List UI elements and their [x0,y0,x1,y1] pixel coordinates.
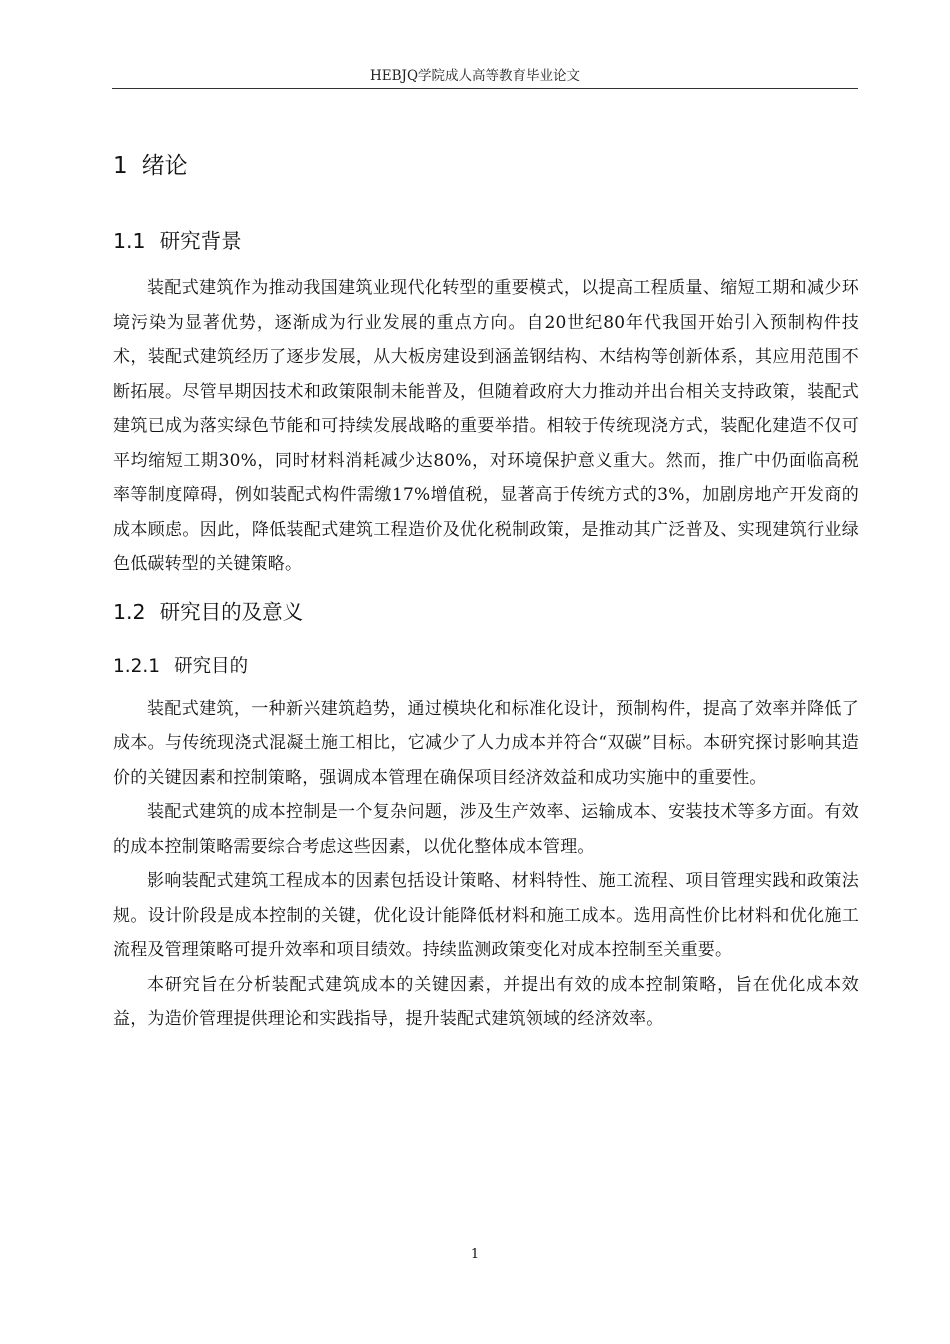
chapter-number: 1 [113,153,128,179]
header-title: HEBJQ学院成人高等教育毕业论文 [369,68,581,84]
subsection-number: 1.2.1 [113,655,161,677]
subsection-heading-1-2-1 [113,642,859,692]
paragraph: 本研究旨在分析装配式建筑成本的关键因素，并提出有效的成本控制策略，旨在优化成本效益，为造价管理提供理论和实践指导，提升装配式建筑领域的经济效率。 [113,974,859,1029]
section-heading-1-2 [113,582,859,642]
page-body [113,138,859,1037]
chapter-title: 绪论 [141,153,188,179]
page-header [0,64,950,84]
paragraph-background: 装配式建筑作为推动我国建筑业现代化转型的重要模式，以提高工程质量、缩短工期和减少环境污染为显著优势，逐渐成为行业发展的重点方向。自20世纪80年代我国开始引入预制构件技术，装配式建筑经历了逐步发展，从大板房建设到涵盖钢结构、木结构等创新体系，其应用范围不断拓展。尽管早期因技术和政策限制未能普及，但随着政府大力推动并出台相关支持政策，装配式建筑已成为落实绿色节能和可持续发展战略的重要举措。相较于传统现浇方式，装配化建造不仅可平均缩短工期30%，同时材料消耗减少达80%，对环境保护意义重大。然而，推广中仍面临高税率等制度障碍，例如装配式构件需缴17%增值税，显著高于传统方式的3%，加剧房地产开发商的成本顾虑。因此，降低装配式建筑工程造价及优化税制政策，是推动其广泛普及、实现建筑行业绿色低碳转型的关键策略。 [113,278,859,574]
subsection-title: 研究目的 [174,655,249,677]
paragraph: 影响装配式建筑工程成本的因素包括设计策略、材料特性、施工流程、项目管理实践和政策法规。设计阶段是成本控制的关键，优化设计能降低材料和施工成本。选用高性价比材料和优化施工流程及管理策略可提升效率和项目绩效。持续监测政策变化对成本控制至关重要。 [113,871,859,960]
section-title: 研究目的及意义 [159,599,304,624]
paragraph: 装配式建筑的成本控制是一个复杂问题，涉及生产效率、运输成本、安装技术等多方面。有效的成本控制策略需要综合考虑这些因素，以优化整体成本管理。 [113,802,859,857]
section-title: 研究背景 [159,229,242,253]
chapter-heading [113,138,859,194]
header-divider [112,88,858,89]
section-heading-1-1 [113,211,859,271]
section-number: 1.1 [113,229,146,253]
paragraph: 装配式建筑，一种新兴建筑趋势，通过模块化和标准化设计，预制构件，提高了效率并降低了成本。与传统现浇式混凝土施工相比，它减少了人力成本并符合“双碳”目标。本研究探讨影响其造价的关键因素和控制策略，强调成本管理在确保项目经济效益和成功实施中的重要性。 [113,698,859,788]
page-number [0,1247,950,1262]
section-number: 1.2 [113,599,146,624]
page-number-text: 1 [470,1247,480,1262]
